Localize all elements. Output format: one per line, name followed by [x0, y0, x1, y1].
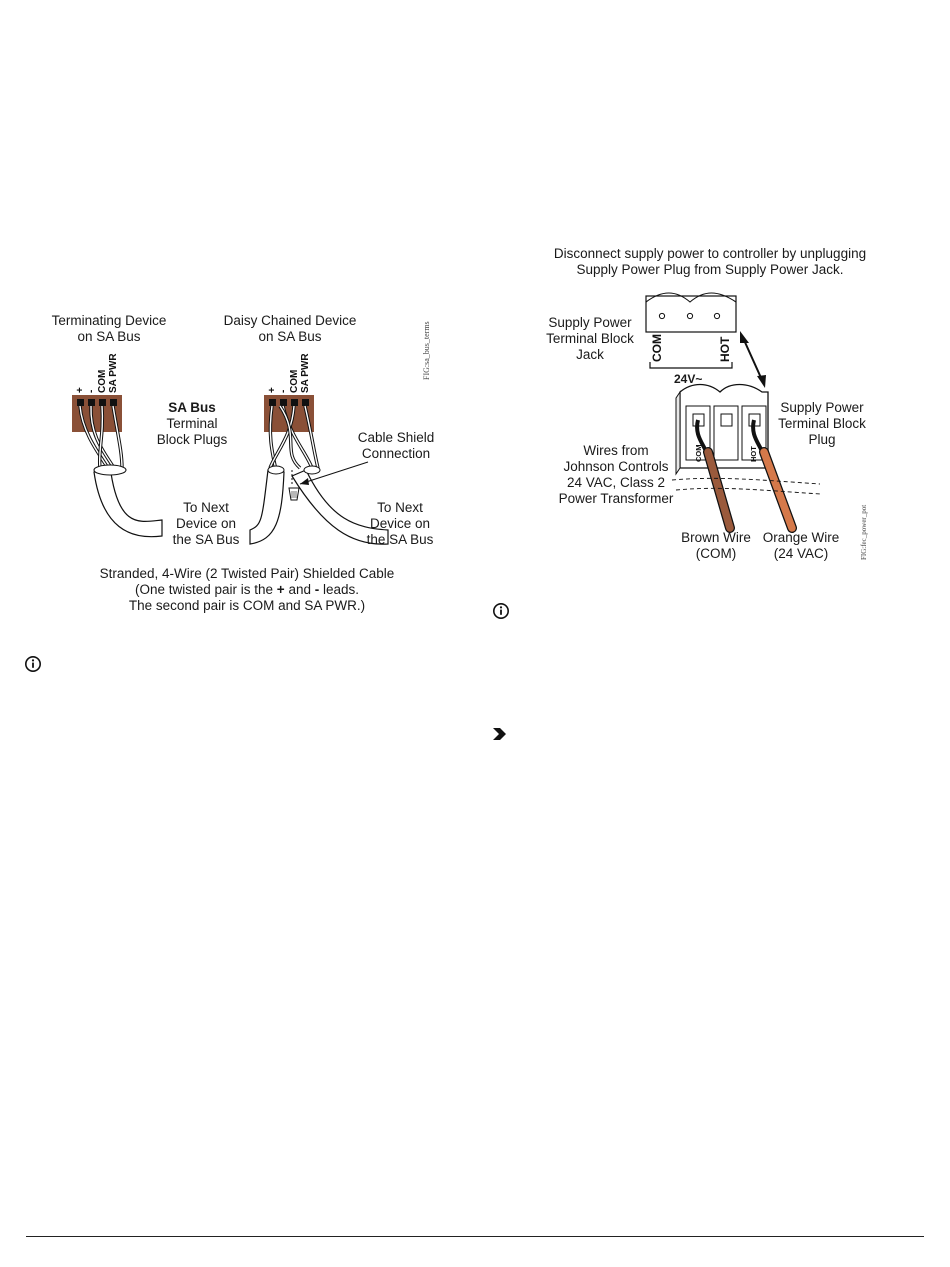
- label-cable-shield: Cable Shield Connection: [357, 430, 435, 461]
- pin-label-sapwr-right: SA PWR: [300, 353, 311, 393]
- figure-id-power: FIG:fec_power_pot: [860, 504, 868, 560]
- pin-label-minus-left: -: [86, 389, 97, 393]
- label-daisy-chained-device: Daisy Chained Device on SA Bus: [223, 313, 357, 344]
- label-to-next-right: To Next Device on the SA Bus: [366, 500, 434, 547]
- label-to-next-left: To Next Device on the SA Bus: [172, 500, 240, 547]
- pin-label-plus-right: +: [267, 387, 278, 393]
- label-terminating-device: Terminating Device on SA Bus: [51, 313, 167, 344]
- footer-divider: [26, 1236, 924, 1237]
- figure-id-sa-bus: FIG:sa_bus_terms: [422, 321, 431, 380]
- pin-label-plus-left: +: [75, 387, 86, 393]
- voltage-label: 24V~: [674, 372, 703, 386]
- pin-label-com-right: COM: [289, 369, 300, 393]
- label-orange-wire: Orange Wire (24 VAC): [762, 530, 840, 561]
- plug-label-com: COM: [694, 444, 703, 462]
- pin-label-minus-right: -: [278, 389, 289, 393]
- figure-title-power: Disconnect supply power to controller by unplugging Supply Power Plug from Supply Power Jack.: [553, 246, 867, 277]
- pin-label-sapwr-left: SA PWR: [108, 353, 119, 393]
- label-brown-wire: Brown Wire (COM): [681, 530, 751, 561]
- label-jack: Supply Power Terminal Block Jack: [546, 315, 634, 362]
- label-plug: Supply Power Terminal Block Plug: [778, 400, 866, 447]
- pin-label-com-left: COM: [97, 369, 108, 393]
- jack-label-hot: HOT: [718, 336, 732, 362]
- label-sa-bus-terminal: SA Bus Terminal Block Plugs: [156, 400, 228, 447]
- chevron-right-icon: [492, 727, 508, 741]
- plug-label-hot: HOT: [749, 446, 758, 462]
- figure-caption-sa-bus: Stranded, 4-Wire (2 Twisted Pair) Shielded Cable (One twisted pair is the + and - leads. The second pair is COM and SA PWR.): [99, 566, 395, 613]
- jack-label-com: COM: [650, 334, 664, 362]
- label-wires-from: Wires from Johnson Controls 24 VAC, Class 2 Power Transformer: [558, 443, 674, 506]
- info-icon: [492, 602, 510, 620]
